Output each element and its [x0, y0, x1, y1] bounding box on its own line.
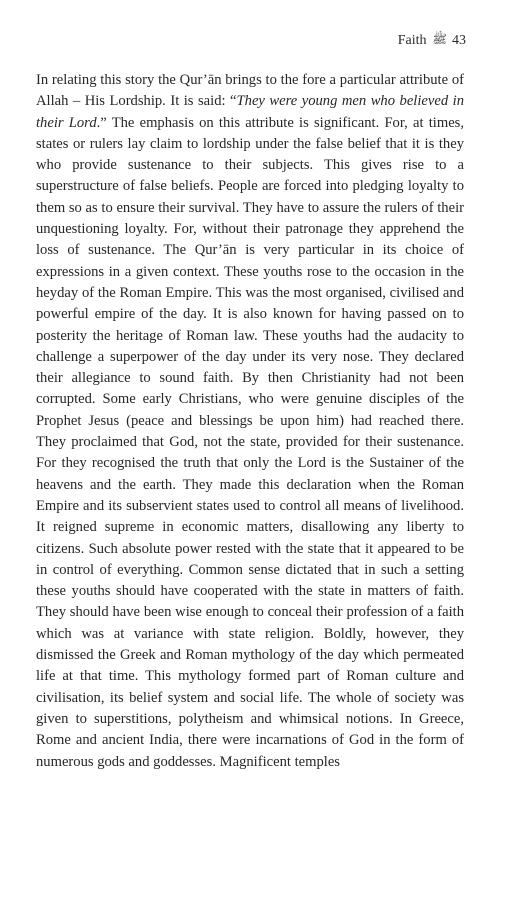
page-number: 43 [452, 32, 466, 48]
paragraph-text-start: In relating this story the Qur’ān brings to the fore a particular attribute of Allah – His Lordship. It is said: “ [36, 72, 464, 110]
paragraph-text-rest: .” The emphasis on this attribute is significant. For, at times, states or rulers lay claim to lordship under the false belief that it is they who provide sustenance to their subjects. This gives rise to a superstructure of false beliefs. People are forced into pledging loyalty to them so as to ensure their survival. They have to assure the rulers of their unquestioning loyalty. For, without their patronage they apprehend the loss of sustenance. The Qur’ān is very particular in its choice of expressions in a given context. These youths rose to the occasion in the heyday of the Roman Empire. This was the most organised, civilised and powerful empire of the day. It is also known for having passed on to posterity the heritage of Roman law. These youths had the audacity to challenge a superpower of the day under its very nose. They declared their allegiance to sound faith. By then Christianity had not been corrupted. Some early Christians, who were genuine disciples of the Prophet Jesus (peace and blessings be upon him) had reached there. They proclaimed that God, not the state, provided for their sustenance. For they recognised the truth that only the Lord is the Sustainer of the heavens and the earth. They made this declaration when the Roman Empire and its subservient states used to control all means of livelihood. It reigned supreme in economic matters, disallowing any liberty to citizens. Such absolute power rested with the state that it appeared to be in control of everything. Common sense dictated that in such a setting these youths should have cooperated with the state in matters of faith. They should have been wise enough to conceal their profession of a faith which was at variance with state religion. Boldly, however, they dismissed the Greek and Roman mythology of the day which permeated life at that time. This mythology formed part of Roman culture and civilisation, its belief system and social life. The whole of society was given to superstitions, polytheism and whimsical notions. In Greece, Rome and ancient India, there were incarnations of God in the form of numerous gods and goddesses. Magnificent temples [36, 114, 464, 770]
running-header [398, 32, 466, 49]
honorific-ornament-icon: ﷺ [432, 32, 447, 46]
body-paragraph [36, 70, 464, 773]
section-title: Faith [397, 32, 427, 48]
quranic-quote: They were young men who believed in their Lord [36, 93, 464, 131]
